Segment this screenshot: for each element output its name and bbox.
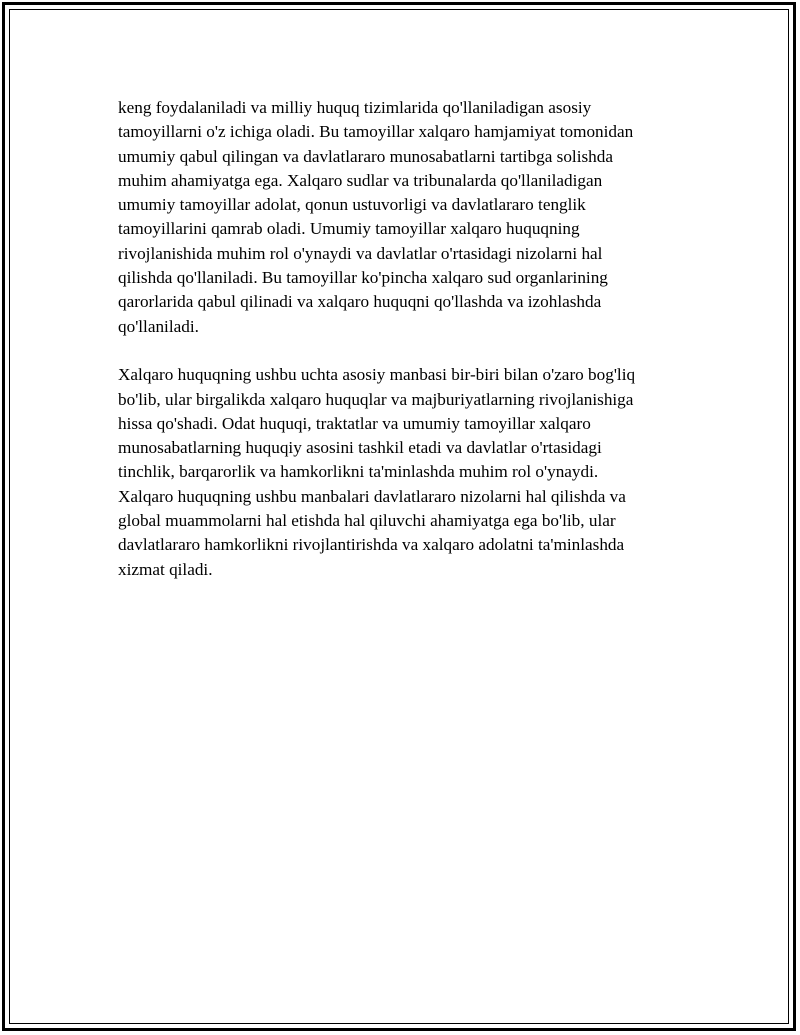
document-page: [2, 2, 796, 1031]
paragraph: Xalqaro huquqning ushbu uchta asosiy manbasi bir-biri bilan o'zaro bog'liq bo'lib, ular birgalikda xalqaro huquqlar va majburiyatlarning rivojlanishiga hissa qo'shadi. Odat huquqi, traktatlar va umumiy tamoyillar xalqaro munosabatlarning huquqiy asosini tashkil etadi va davlatlar o'rtasidagi tinchlik, barqarorlik va hamkorlikni ta'minlashda muhim rol o'ynaydi. Xalqaro huquqning ushbu manbalari davlatlararo nizolarni hal qilishda va global muammolarni hal etishda hal qiluvchi ahamiyatga ega bo'lib, ular davlatlararo hamkorlikni rivojlantirishda va xalqaro adolatni ta'minlashda xizmat qiladi.: [118, 365, 636, 579]
document-body: [118, 96, 708, 606]
paragraph: keng foydalaniladi va milliy huquq tizimlarida qo'llaniladigan asosiy tamoyillarni o'z ichiga oladi. Bu tamoyillar xalqaro hamjamiyat tomonidan umumiy qabul qilingan va davlatlararo munosabatlarni tartibga solishda muhim ahamiyatga ega. Xalqaro sudlar va tribunalarda qo'llaniladigan umumiy tamoyillar adolat, qonun ustuvorligi va davlatlararo tenglik tamoyillarini qamrab oladi. Umumiy tamoyillar xalqaro huquqning rivojlanishida muhim rol o'ynaydi va davlatlar o'rtasidagi nizolarni hal qilishda qo'llaniladi. Bu tamoyillar ko'pincha xalqaro sud organlarining qarorlarida qabul qilinadi va xalqaro huquqni qo'llashda va izohlashda qo'llaniladi.: [118, 98, 634, 336]
